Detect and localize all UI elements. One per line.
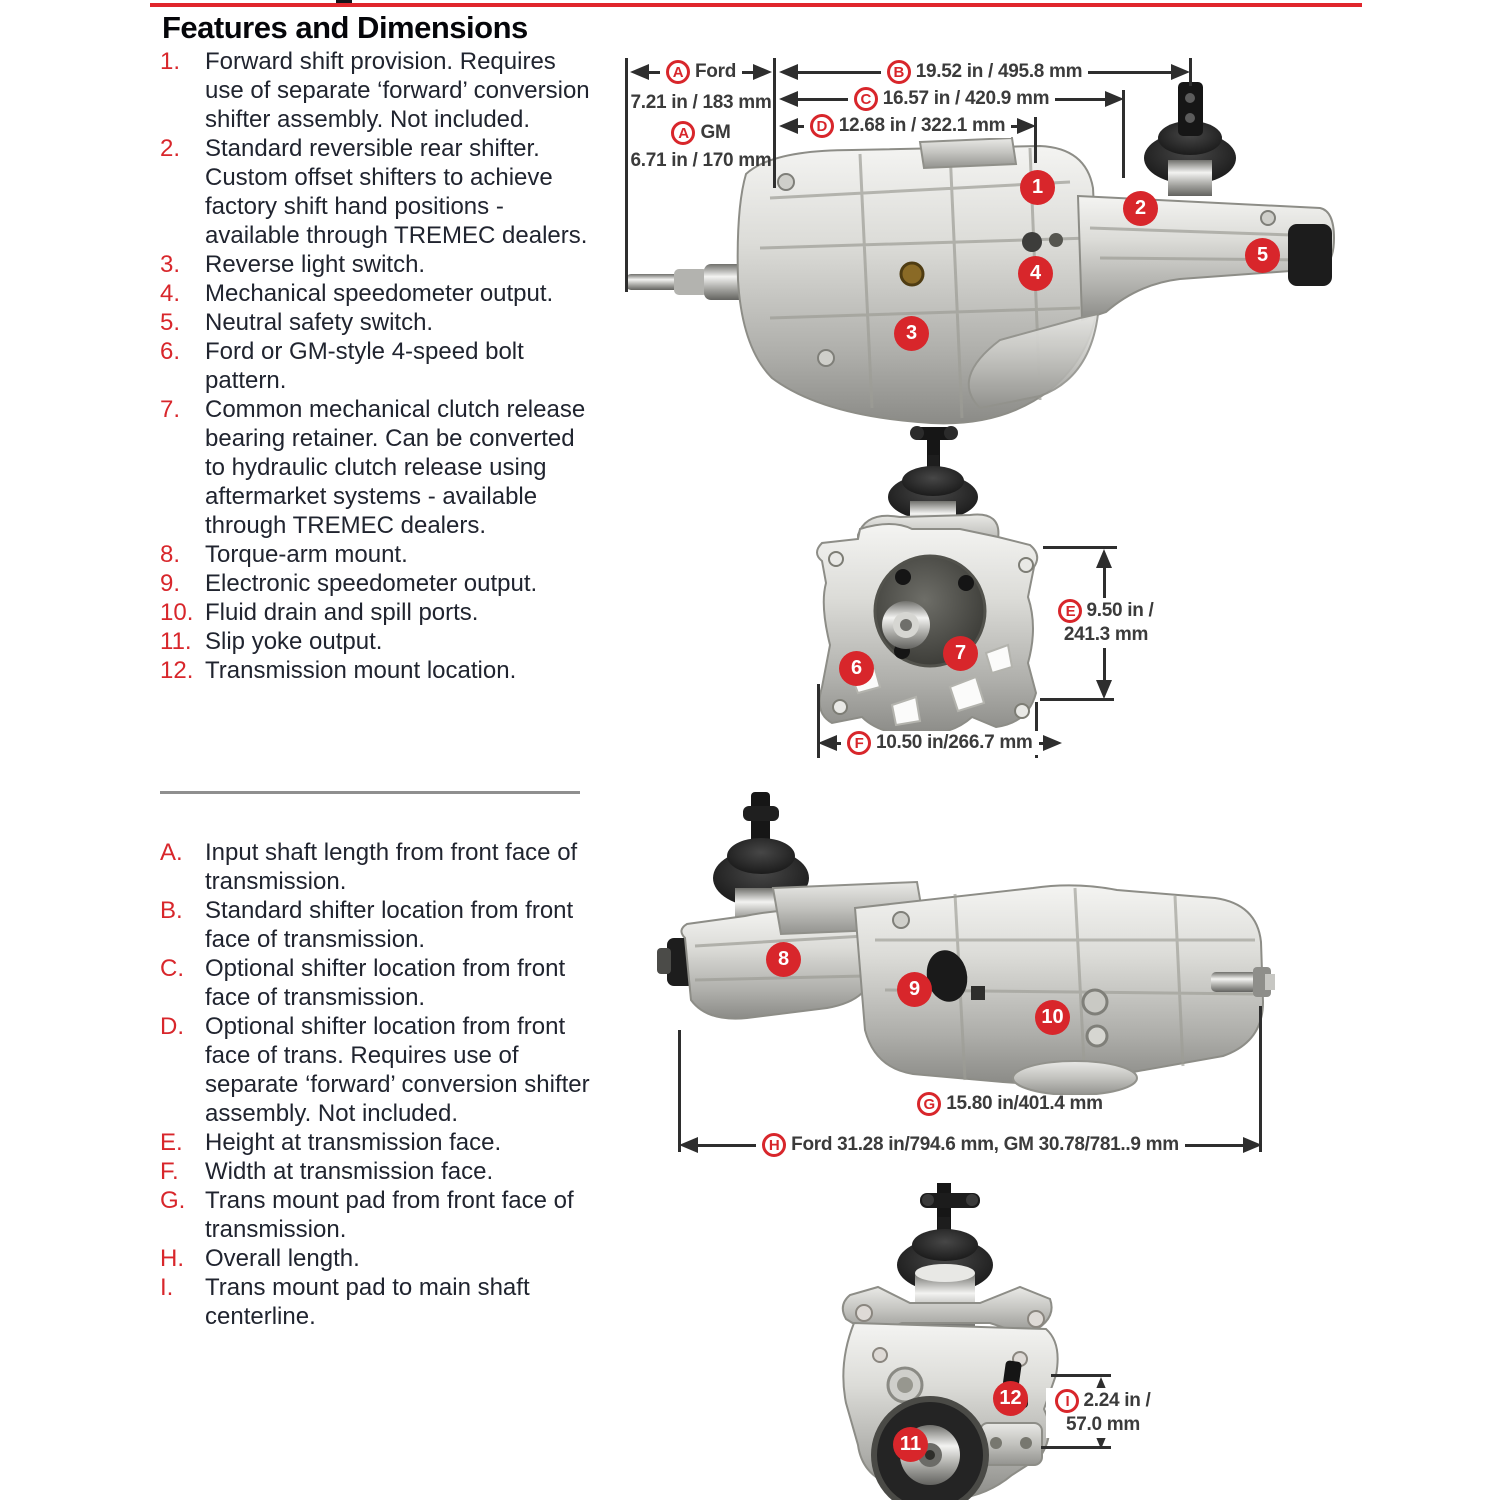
dim-badge-d: D <box>810 114 834 138</box>
transmission-front-photo <box>800 425 1050 760</box>
callout-4: 4 <box>1018 256 1053 291</box>
definition-text: Trans mount pad from front face of transmission. <box>205 1187 574 1243</box>
transmission-side2-photo <box>655 790 1275 1095</box>
list-item: I. Trans mount pad to main shaft centerline. <box>160 1273 596 1331</box>
dim-a-gm-value: 6.71 in / 170 mm <box>630 150 772 171</box>
dim-badge-c: C <box>854 87 878 111</box>
feature-text: Mechanical speedometer output. <box>205 280 554 307</box>
definition-text: Standard shifter location from front face of transmission. <box>205 897 574 953</box>
callout-7: 7 <box>943 636 978 671</box>
dim-h-text: Ford 31.28 in/794.6 mm, GM 30.78/781..9 mm <box>791 1134 1179 1155</box>
dim-badge-e: E <box>1058 599 1082 623</box>
section-divider <box>160 791 580 794</box>
dim-a-text: Ford <box>695 61 737 82</box>
arrowhead-right <box>1043 735 1062 751</box>
arrowhead-down <box>1096 680 1112 699</box>
dim-d-text: 12.68 in / 322.1 mm <box>838 115 1006 136</box>
dim-g-label <box>915 1092 1105 1116</box>
callout-12: 12 <box>993 1381 1028 1416</box>
dim-badge-b: B <box>887 60 911 84</box>
arrowhead-right <box>1105 91 1124 107</box>
list-item: 6. Ford or GM-style 4-speed bolt pattern. <box>160 337 596 395</box>
dim-a-gm-label: A GM <box>628 121 774 145</box>
dim-d-line <box>779 114 1036 138</box>
list-item: 4. Mechanical speedometer output. <box>160 280 554 307</box>
arrowhead-left <box>779 91 798 107</box>
arrowhead-right <box>753 64 772 80</box>
dim-e-text: 9.50 in / <box>1086 600 1154 621</box>
arrowhead-left <box>630 64 649 80</box>
callout-2: 2 <box>1123 191 1158 226</box>
list-item: C. Optional shifter location from front face of transmission. <box>160 954 596 1012</box>
list-item: B. Standard shifter location from front face of transmission. <box>160 896 596 954</box>
callout-11: 11 <box>893 1427 928 1462</box>
dim-badge-h: H <box>762 1133 786 1157</box>
callout-5: 5 <box>1245 238 1280 273</box>
dim-f-text: 10.50 in/266.7 mm <box>876 732 1033 753</box>
dim-i-text-2: 57.0 mm <box>1066 1414 1140 1435</box>
dim-b-line <box>779 60 1190 84</box>
callout-10: 10 <box>1035 1000 1070 1035</box>
arrowhead-left <box>679 1137 698 1153</box>
feature-text: Electronic speedometer output. <box>205 570 538 597</box>
dim-a-ford-value: 7.21 in / 183 mm <box>630 92 772 113</box>
dim-e-text-2: 241.3 mm <box>1063 624 1149 645</box>
callout-9: 9 <box>897 972 932 1007</box>
arrowhead-left <box>818 735 837 751</box>
callout-6: 6 <box>839 651 874 686</box>
list-item: 9. Electronic speedometer output. <box>160 570 538 597</box>
feature-text: Standard reversible rear shifter. Custom offset shifters to achieve factory shift hand positions - available through TREMEC dealers. <box>205 135 588 249</box>
list-item: F. Width at transmission face. <box>160 1158 494 1185</box>
extension-line <box>1259 1006 1262 1152</box>
arrowhead-right <box>1243 1137 1262 1153</box>
list-item: 8. Torque-arm mount. <box>160 541 408 568</box>
page-title: Features and Dimensions <box>162 10 528 45</box>
definition-text: Optional shifter location from front face of trans. Requires use of separate ‘forward’ conversion shifter assembly. Not included. <box>205 1013 590 1127</box>
callout-3: 3 <box>894 316 929 351</box>
feature-text: Slip yoke output. <box>205 628 383 655</box>
dim-a-line <box>630 60 772 84</box>
arrowhead-left <box>779 118 798 134</box>
dim-c-text: 16.57 in / 420.9 mm <box>882 88 1050 109</box>
definition-text: Trans mount pad to main shaft centerline. <box>205 1274 530 1330</box>
arrowhead-right <box>1017 118 1036 134</box>
dim-g-text: 15.80 in/401.4 mm <box>946 1093 1103 1114</box>
callout-8: 8 <box>766 942 801 977</box>
definition-text: Width at transmission face. <box>205 1158 494 1185</box>
dim-badge-i: I <box>1055 1389 1079 1413</box>
dim-badge-a: A <box>671 121 695 145</box>
list-item: G. Trans mount pad from front face of transmission. <box>160 1186 596 1244</box>
list-item: H. Overall length. <box>160 1245 360 1272</box>
dim-h-line <box>679 1133 1262 1157</box>
feature-text: Torque-arm mount. <box>205 541 408 568</box>
feature-text: Ford or GM-style 4-speed bolt pattern. <box>205 338 524 394</box>
dim-b-text: 19.52 in / 495.8 mm <box>915 61 1083 82</box>
feature-text: Reverse light switch. <box>205 251 426 278</box>
feature-text: Transmission mount location. <box>205 657 517 684</box>
list-item: 1. Forward shift provision. Requires use of separate ‘forward’ conversion shifter assembly. Not included. <box>160 47 596 134</box>
list-item: 10. Fluid drain and spill ports. <box>160 599 479 626</box>
definition-text: Optional shifter location from front face of transmission. <box>205 955 566 1011</box>
list-item: A. Input shaft length from front face of transmission. <box>160 838 596 896</box>
arrowhead-right <box>1171 64 1190 80</box>
feature-text: Neutral safety switch. <box>205 309 434 336</box>
top-red-rule <box>150 3 1362 7</box>
list-item: D. Optional shifter location from front face of trans. Requires use of separate ‘forward’ conversion shifter assembly. Not included. <box>160 1012 596 1128</box>
dim-f-line <box>818 731 1040 755</box>
dim-i-label <box>1046 1388 1160 1438</box>
definition-text: Input shaft length from front face of transmission. <box>205 839 578 895</box>
dim-badge-g: G <box>917 1092 941 1116</box>
dimension-definitions-list <box>160 838 596 1331</box>
dim-badge-f: F <box>847 731 871 755</box>
features-list <box>160 47 596 685</box>
arrowhead-up <box>1096 549 1112 568</box>
definition-text: Height at transmission face. <box>205 1129 502 1156</box>
definition-text: Overall length. <box>205 1245 360 1272</box>
feature-text: Common mechanical clutch release bearing retainer. Can be converted to hydraulic clutch release using aftermarket systems - available through TREMEC dealers. <box>205 396 586 539</box>
list-item: 7. Common mechanical clutch release bearing retainer. Can be converted to hydraulic clutch release using aftermarket systems - available through TREMEC dealers. <box>160 395 596 540</box>
list-item: 12. Transmission mount location. <box>160 657 517 684</box>
feature-text: Forward shift provision. Requires use of separate ‘forward’ conversion shifter assembly. Not included. <box>205 48 590 133</box>
dim-i-text: 2.24 in / <box>1083 1390 1151 1411</box>
dim-badge-a: A <box>666 60 690 84</box>
transmission-rear-photo <box>830 1183 1070 1500</box>
list-item: 3. Reverse light switch. <box>160 251 426 278</box>
list-item: E. Height at transmission face. <box>160 1129 502 1156</box>
arrowhead-left <box>779 64 798 80</box>
list-item: 2. Standard reversible rear shifter. Custom offset shifters to achieve factory shift hand positions - available through TREMEC dealers. <box>160 134 596 250</box>
feature-text: Fluid drain and spill ports. <box>205 599 479 626</box>
list-item: 11. Slip yoke output. <box>160 628 383 655</box>
callout-1: 1 <box>1020 170 1055 205</box>
dim-c-line <box>779 87 1124 111</box>
dim-e-label <box>1044 598 1168 648</box>
list-item: 5. Neutral safety switch. <box>160 309 434 336</box>
